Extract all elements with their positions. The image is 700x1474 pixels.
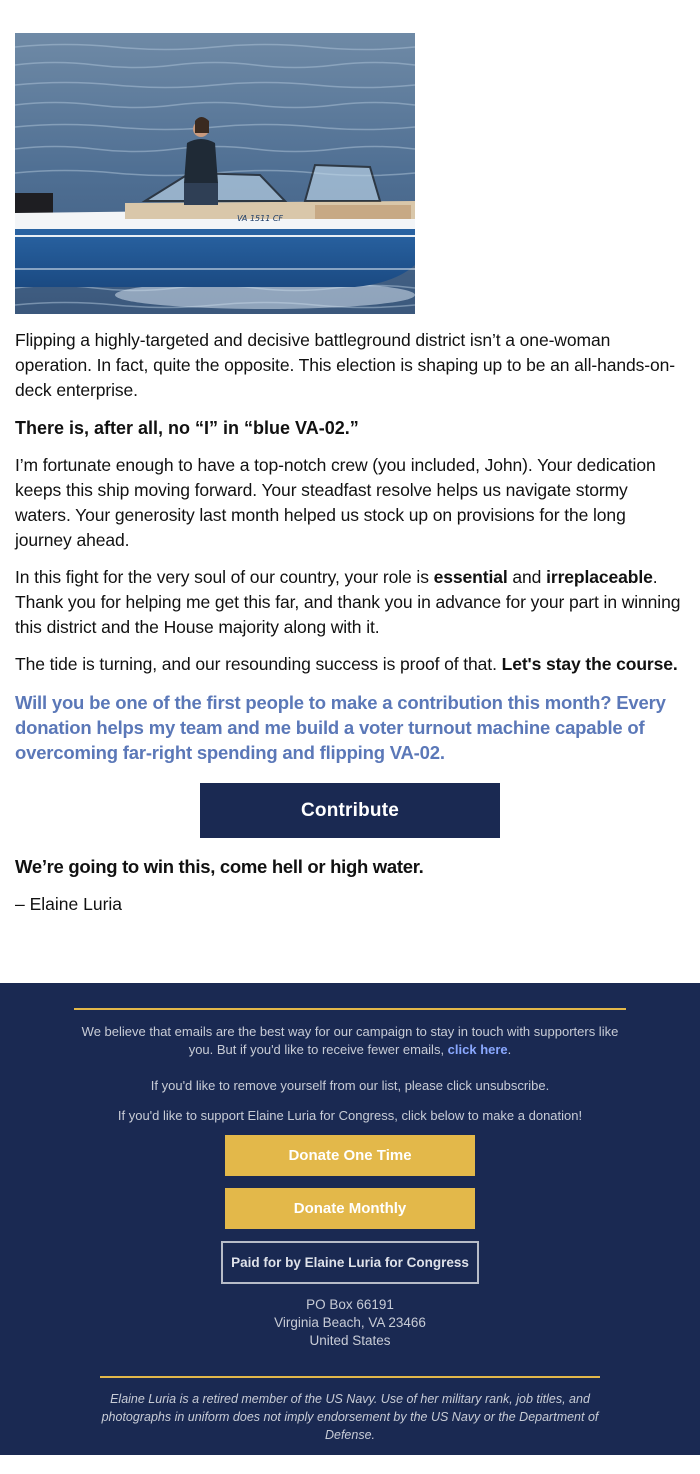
unsubscribe-text[interactable]: If you'd like to remove yourself from our list, please click unsubscribe. (150, 1078, 550, 1093)
closing-line: We’re going to win this, come hell or high water. (15, 856, 424, 877)
paragraph-role: In this fight for the very soul of our country, your role is essential and irreplaceable. Thank you for helping me get this far, and thank you in advance for your part in winning this district and the House majority along with it. (15, 567, 681, 637)
fewer-emails-text: We believe that emails are the best way for our campaign to stay in touch with supporters like you. But if you'd like to receive fewer emails, click here. (81, 1024, 619, 1057)
paragraph-no-i: There is, after all, no “I” in “blue VA-02.” (15, 418, 359, 438)
paragraph-crew: I’m fortunate enough to have a top-notch crew (you included, John). Your dedication keeps this ship moving forward. Your steadfast resolve helps us navigate stormy waters. Your generosity last month helped us stock up on provisions for the long journey ahead. (15, 455, 656, 550)
paid-for-box: Paid for by Elaine Luria for Congress (221, 1241, 479, 1284)
address-line-2: Virginia Beach, VA 23466 (274, 1315, 426, 1330)
donate-one-time-button[interactable]: Donate One Time (225, 1135, 475, 1176)
svg-text:VA 1511 CF: VA 1511 CF (237, 214, 284, 223)
footer-divider-top (74, 1008, 626, 1010)
address-line-3: United States (309, 1333, 391, 1348)
navy-disclaimer: Elaine Luria is a retired member of the US Navy. Use of her military rank, job titles, and photographs in uniform does not imply endorsement by the US Navy or the Department of Defense. (101, 1392, 599, 1442)
fewer-emails-link[interactable]: click here (447, 1042, 508, 1057)
donate-monthly-button[interactable]: Donate Monthly (225, 1188, 475, 1229)
mailing-address (0, 1296, 700, 1350)
footer (0, 983, 700, 1455)
paragraph-one: Flipping a highly-targeted and decisive battleground district isn’t a one-woman operation. In fact, quite the opposite. This election is shaping up to be an all-hands-on-deck enterprise. (15, 330, 675, 400)
paragraph-tide: The tide is turning, and our resounding success is proof of that. Let's stay the course. (15, 654, 678, 674)
support-text: If you'd like to support Elaine Luria for Congress, click below to make a donation! (117, 1108, 583, 1123)
signature: – Elaine Luria (15, 894, 123, 914)
contribute-button[interactable]: Contribute (200, 783, 500, 838)
address-line-1: PO Box 66191 (306, 1297, 394, 1312)
boat-image (15, 33, 415, 314)
hero-photo (15, 33, 415, 314)
footer-divider-bottom (100, 1376, 600, 1378)
contribute-wrap (15, 783, 685, 838)
paragraph-ask[interactable]: Will you be one of the first people to make a contribution this month? Every donation helps my team and me build a voter turnout machine capable of overcoming far-right spending and flipping VA-02. (15, 692, 666, 763)
